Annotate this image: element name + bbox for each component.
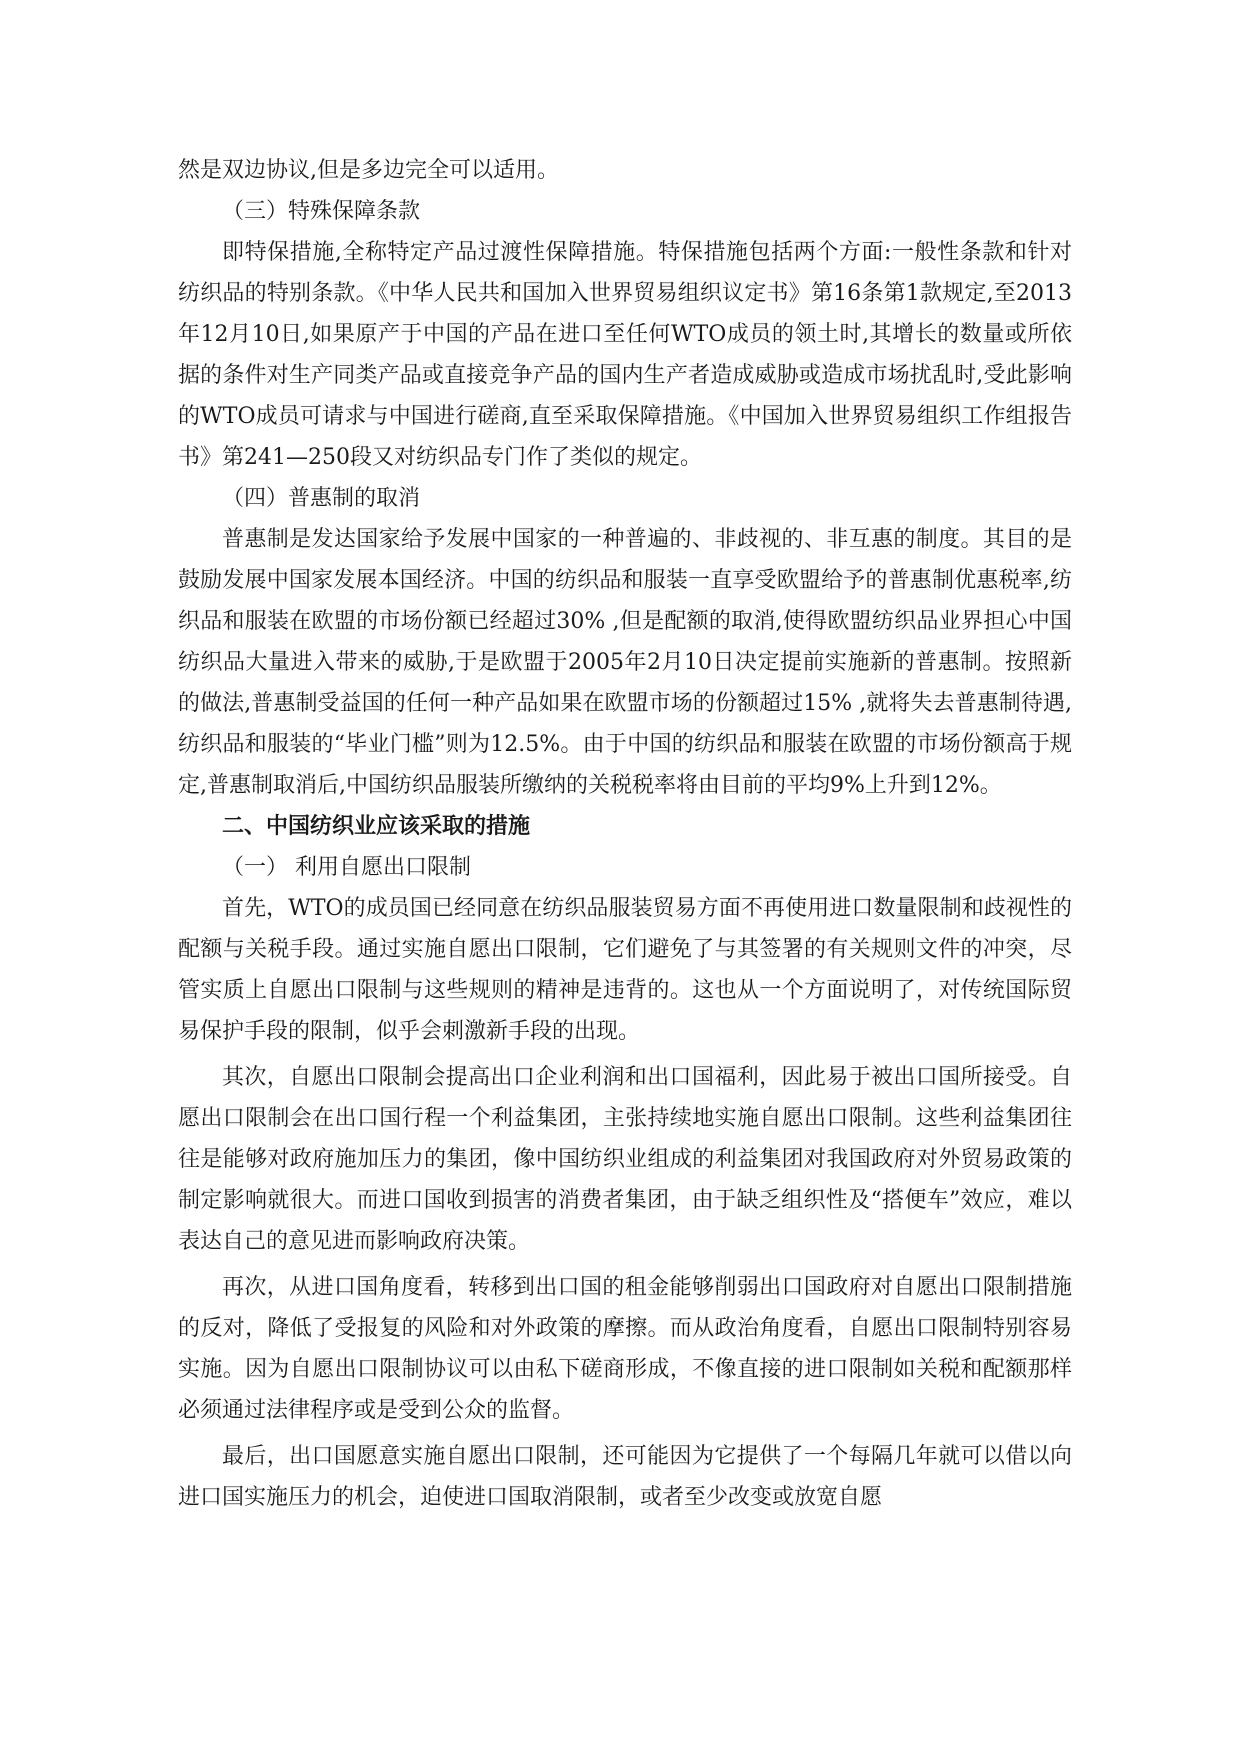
paragraph-first: 首先，WTO的成员国已经同意在纺织品服装贸易方面不再使用进口数量限制和歧视性的配额与关税手段。通过实施自愿出口限制，它们避免了与其签署的有关规则文件的冲突，尽管实质上自愿出口限制与这些规则的精神是违背的。这也从一个方面说明了，对传统国际贸易保护手段的限制，似乎会刺激新手段的出现。 — [178, 896, 1072, 1044]
paragraph-third: 再次，从进口国角度看，转移到出口国的租金能够削弱出口国政府对自愿出口限制措施的反对，降低了受报复的风险和对外政策的摩擦。而从政治角度看，自愿出口限制特别容易实施。因为自愿出口限制协议可以由私下磋商形成，不像直接的进口限制如关税和配额那样必须通过法律程序或是受到公众的监督。 — [178, 1275, 1072, 1423]
section-heading-4: （四）普惠制的取消 — [222, 486, 421, 511]
paragraph-special-safeguard: 即特保措施,全称特定产品过渡性保障措施。特保措施包括两个方面:一般性条款和针对纺织品的特别条款。《中华人民共和国加入世界贸易组织议定书》第16条第1款规定,至2013年12月10日,如果原产于中国的产品在进口至任何WTO成员的领土时,其增长的数量或所依据的条件对生产同类产品或直接竞争产品的国内生产者造成威胁或造成市场扰乱时,受此影响的WTO成员可请求与中国进行磋商,直至采取保障措施。《中国加入世界贸易组织工作组报告书》第241—250段又对纺织品专门作了类似的规定。 — [178, 240, 1072, 470]
document-body — [178, 150, 1072, 1518]
section-heading-voluntary: （一） 利用自愿出口限制 — [222, 855, 471, 880]
paragraph-gsp: 普惠制是发达国家给予发展中国家的一种普遍的、非歧视的、非互惠的制度。其目的是鼓励发展中国家发展本国经济。中国的纺织品和服装一直享受欧盟给予的普惠制优惠税率,纺织品和服装在欧盟的市场份额已经超过30% ,但是配额的取消,使得欧盟纺织品业界担心中国纺织品大量进入带来的威胁,于是欧盟于2005年2月10日决定提前实施新的普惠制。按照新的做法,普惠制受益国的任何一种产品如果在欧盟市场的份额超过15% ,就将失去普惠制待遇,纺织品和服装的“毕业门槛”则为12.5%。由于中国的纺织品和服装在欧盟的市场份额高于规定,普惠制取消后,中国纺织品服装所缴纳的关税税率将由目前的平均9%上升到12%。 — [178, 527, 1072, 798]
section-heading-3: （三）特殊保障条款 — [222, 199, 421, 224]
paragraph-continuation: 然是双边协议,但是多边完全可以适用。 — [178, 158, 559, 183]
chapter-heading-2: 二、中国纺织业应该采取的措施 — [222, 814, 531, 839]
paragraph-last: 最后，出口国愿意实施自愿出口限制，还可能因为它提供了一个每隔几年就可以借以向进口国实施压力的机会，迫使进口国取消限制，或者至少改变或放宽自愿 — [178, 1444, 1072, 1510]
paragraph-second: 其次，自愿出口限制会提高出口企业利润和出口国福利，因此易于被出口国所接受。自愿出口限制会在出口国行程一个利益集团，主张持续地实施自愿出口限制。这些利益集团往往是能够对政府施加压力的集团，像中国纺织业组成的利益集团对我国政府对外贸易政策的制定影响就很大。而进口国收到损害的消费者集团，由于缺乏组织性及“搭便车”效应，难以表达自己的意见进而影响政府决策。 — [178, 1065, 1072, 1254]
